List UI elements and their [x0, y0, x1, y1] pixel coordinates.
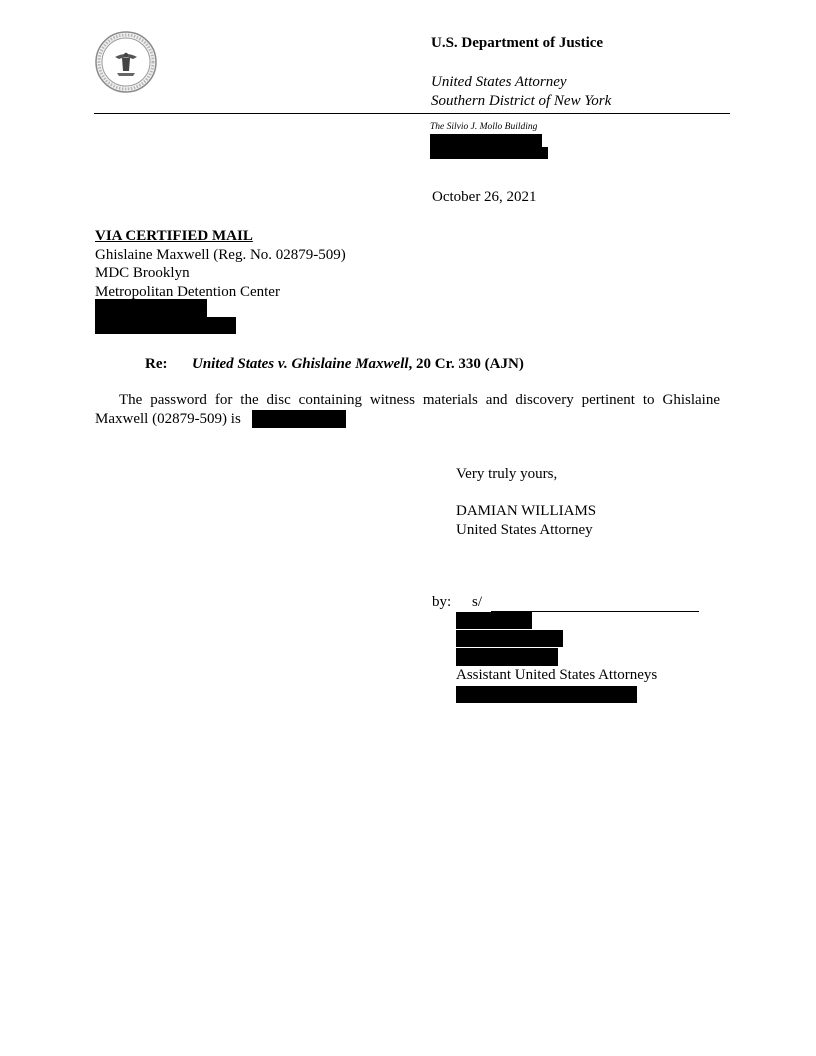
office-line-1: United States Attorney	[431, 74, 567, 90]
letterhead-rule	[94, 113, 730, 114]
by-label: by:	[432, 594, 452, 610]
redaction-ausa-2	[456, 630, 563, 647]
letter-date: October 26, 2021	[432, 189, 537, 205]
office-name	[431, 73, 611, 111]
closing: Very truly yours,	[456, 466, 558, 482]
delivery-method: VIA CERTIFIED MAIL	[95, 228, 253, 244]
signature-mark: s/	[472, 594, 483, 610]
addressee-line-2: MDC Brooklyn	[95, 265, 190, 281]
body-paragraph	[95, 391, 720, 428]
department-name: U.S. Department of Justice	[431, 35, 604, 51]
redaction-address-2	[430, 147, 548, 159]
case-name: United States v. Ghislaine Maxwell	[192, 356, 409, 372]
redaction-addressee-1	[95, 299, 207, 317]
building-name: The Silvio J. Mollo Building	[430, 122, 538, 132]
office-line-2: Southern District of New York	[431, 93, 612, 109]
redaction-ausa-3	[456, 648, 558, 666]
subject-label: Re:	[145, 356, 168, 372]
addressee-line-3: Metropolitan Detention Center	[95, 283, 280, 300]
redaction-address-1	[430, 134, 542, 147]
addressee-line-1: Ghislaine Maxwell (Reg. No. 02879-509)	[95, 246, 346, 263]
docket-number: , 20 Cr. 330 (AJN)	[408, 356, 524, 372]
signature-block	[456, 465, 596, 539]
addressee-block	[95, 227, 346, 301]
subject-line	[145, 356, 524, 373]
signer-title: United States Attorney	[456, 521, 593, 538]
doj-seal-icon	[95, 31, 157, 93]
redaction-ausa-1	[456, 612, 532, 629]
redaction-phone	[456, 686, 637, 703]
body-text: The password for the disc containing witness materials and discovery pertinent to Ghislaine Maxwell (02879-509) is	[95, 392, 720, 427]
subject-caption	[192, 356, 524, 373]
redaction-password	[252, 410, 346, 428]
signer-name: DAMIAN WILLIAMS	[456, 503, 597, 519]
redaction-addressee-2	[95, 317, 236, 334]
assistants-title: Assistant United States Attorneys	[456, 667, 658, 683]
